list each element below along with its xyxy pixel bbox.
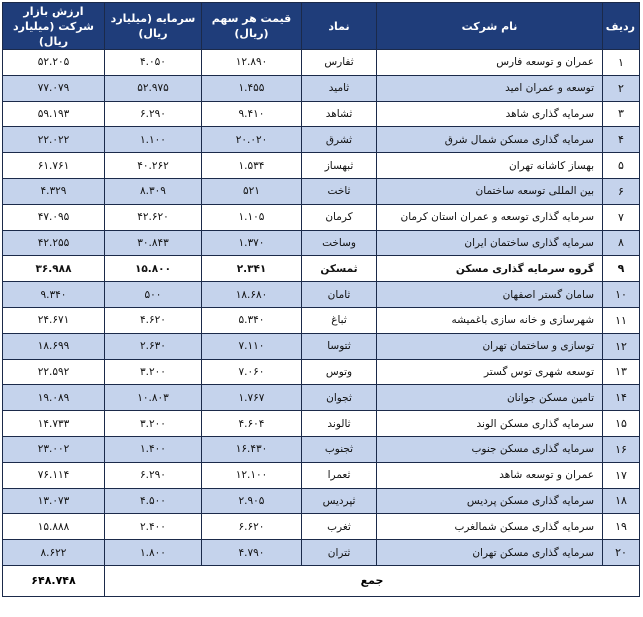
symbol-cell: ثتوسا — [302, 333, 377, 359]
market-value-cell: ۴.۳۲۹ — [3, 178, 105, 204]
header-row-number: ردیف — [603, 3, 640, 50]
row-number-cell: ۱۰ — [603, 282, 640, 308]
row-number-cell: ۵ — [603, 153, 640, 179]
total-market-value: ۶۴۸.۷۴۸ — [3, 565, 105, 596]
company-name-cell: توسازی و ساختمان تهران — [377, 333, 603, 359]
header-capital: سرمایه (میلیارد ریال) — [105, 3, 202, 50]
symbol-cell: ثشاهد — [302, 101, 377, 127]
company-name-cell: شهرسازی و خانه سازی باغمیشه — [377, 307, 603, 333]
market-value-cell: ۱۹.۰۸۹ — [3, 385, 105, 411]
share-price-cell: ۲.۳۴۱ — [202, 256, 302, 282]
share-price-cell: ۱.۷۶۷ — [202, 385, 302, 411]
symbol-cell: ثجوان — [302, 385, 377, 411]
company-name-cell: عمران و توسعه فارس — [377, 50, 603, 76]
company-name-cell: تامین مسکن جوانان — [377, 385, 603, 411]
share-price-cell: ۶.۶۲۰ — [202, 514, 302, 540]
row-number-cell: ۲ — [603, 75, 640, 101]
table-row — [3, 75, 640, 101]
share-price-cell: ۱۶.۴۳۰ — [202, 436, 302, 462]
share-price-cell: ۴.۷۹۰ — [202, 540, 302, 566]
market-value-cell: ۴۷.۰۹۵ — [3, 204, 105, 230]
symbol-cell: ثبهساز — [302, 153, 377, 179]
share-price-cell: ۱.۴۵۵ — [202, 75, 302, 101]
total-label: جمع — [105, 565, 640, 596]
capital-cell: ۱.۸۰۰ — [105, 540, 202, 566]
row-number-cell: ۴ — [603, 127, 640, 153]
market-value-cell: ۱۵.۸۸۸ — [3, 514, 105, 540]
capital-cell: ۳۰.۸۴۳ — [105, 230, 202, 256]
header-company-name: نام شرکت — [377, 3, 603, 50]
share-price-cell: ۱۸.۶۸۰ — [202, 282, 302, 308]
table-row — [3, 385, 640, 411]
table-row — [3, 514, 640, 540]
capital-cell: ۱۵.۸۰۰ — [105, 256, 202, 282]
row-number-cell: ۱۳ — [603, 359, 640, 385]
table-row — [3, 333, 640, 359]
capital-cell: ۶.۲۹۰ — [105, 101, 202, 127]
company-name-cell: سرمایه گذاری مسکن الوند — [377, 411, 603, 437]
capital-cell: ۶.۲۹۰ — [105, 462, 202, 488]
symbol-cell: ثعمرا — [302, 462, 377, 488]
share-price-cell: ۴.۶۰۴ — [202, 411, 302, 437]
capital-cell: ۴۰.۲۶۲ — [105, 153, 202, 179]
capital-cell: ۲.۴۰۰ — [105, 514, 202, 540]
symbol-cell: وتوس — [302, 359, 377, 385]
market-value-cell: ۵۹.۱۹۳ — [3, 101, 105, 127]
symbol-cell: کرمان — [302, 204, 377, 230]
header-row — [3, 3, 640, 50]
capital-cell: ۱.۴۰۰ — [105, 436, 202, 462]
share-price-cell: ۷.۰۶۰ — [202, 359, 302, 385]
capital-cell: ۸.۳۰۹ — [105, 178, 202, 204]
capital-cell: ۱.۱۰۰ — [105, 127, 202, 153]
company-name-cell: عمران و توسعه شاهد — [377, 462, 603, 488]
market-value-cell: ۴۲.۲۵۵ — [3, 230, 105, 256]
table-row — [3, 540, 640, 566]
row-number-cell: ۱۸ — [603, 488, 640, 514]
market-value-cell: ۲۲.۵۹۲ — [3, 359, 105, 385]
row-number-cell: ۱۹ — [603, 514, 640, 540]
share-price-cell: ۷.۱۱۰ — [202, 333, 302, 359]
row-number-cell: ۲۰ — [603, 540, 640, 566]
table-row — [3, 230, 640, 256]
company-name-cell: بین المللی توسعه ساختمان — [377, 178, 603, 204]
share-price-cell: ۱۲.۱۰۰ — [202, 462, 302, 488]
row-number-cell: ۱۷ — [603, 462, 640, 488]
row-number-cell: ۷ — [603, 204, 640, 230]
share-price-cell: ۹.۴۱۰ — [202, 101, 302, 127]
header-symbol: نماد — [302, 3, 377, 50]
company-name-cell: سرمایه گذاری مسکن جنوب — [377, 436, 603, 462]
table-row — [3, 127, 640, 153]
table-row — [3, 436, 640, 462]
table-row — [3, 307, 640, 333]
market-value-cell: ۷۷.۰۷۹ — [3, 75, 105, 101]
symbol-cell: ثجنوب — [302, 436, 377, 462]
share-price-cell: ۲.۹۰۵ — [202, 488, 302, 514]
market-value-cell: ۸.۶۲۲ — [3, 540, 105, 566]
share-price-cell: ۵.۳۴۰ — [202, 307, 302, 333]
table-row — [3, 204, 640, 230]
share-price-cell: ۱.۵۳۴ — [202, 153, 302, 179]
symbol-cell: ثمسکن — [302, 256, 377, 282]
capital-cell: ۳.۲۰۰ — [105, 411, 202, 437]
companies-table — [2, 2, 640, 597]
row-number-cell: ۸ — [603, 230, 640, 256]
company-name-cell: سرمایه گذاری مسکن شمالغرب — [377, 514, 603, 540]
row-number-cell: ۱۱ — [603, 307, 640, 333]
company-name-cell: سرمایه گذاری مسکن پردیس — [377, 488, 603, 514]
market-value-cell: ۱۴.۷۳۳ — [3, 411, 105, 437]
share-price-cell: ۵۲۱ — [202, 178, 302, 204]
row-number-cell: ۶ — [603, 178, 640, 204]
symbol-cell: ثپردیس — [302, 488, 377, 514]
symbol-cell: ثامید — [302, 75, 377, 101]
capital-cell: ۱۰.۸۰۳ — [105, 385, 202, 411]
company-name-cell: سرمایه گذاری ساختمان ایران — [377, 230, 603, 256]
company-name-cell: سامان گستر اصفهان — [377, 282, 603, 308]
company-name-cell: سرمایه گذاری شاهد — [377, 101, 603, 127]
symbol-cell: ثاخت — [302, 178, 377, 204]
share-price-cell: ۱۲.۸۹۰ — [202, 50, 302, 76]
market-value-cell: ۱۸.۶۹۹ — [3, 333, 105, 359]
company-name-cell: گروه سرمایه گذاری مسکن — [377, 256, 603, 282]
row-number-cell: ۱۴ — [603, 385, 640, 411]
table-row — [3, 359, 640, 385]
symbol-cell: ثشرق — [302, 127, 377, 153]
row-number-cell: ۱۶ — [603, 436, 640, 462]
table-row — [3, 256, 640, 282]
header-share-price: قیمت هر سهم (ریال) — [202, 3, 302, 50]
symbol-cell: ثفارس — [302, 50, 377, 76]
market-value-cell: ۳۶.۹۸۸ — [3, 256, 105, 282]
company-name-cell: توسعه شهری توس گستر — [377, 359, 603, 385]
capital-cell: ۵۰۰ — [105, 282, 202, 308]
capital-cell: ۴۲.۶۲۰ — [105, 204, 202, 230]
capital-cell: ۴.۰۵۰ — [105, 50, 202, 76]
symbol-cell: وساخت — [302, 230, 377, 256]
table-row — [3, 282, 640, 308]
row-number-cell: ۱۵ — [603, 411, 640, 437]
header-market-value: ارزش بازار شرکت (میلیارد ریال) — [3, 3, 105, 50]
table-row — [3, 50, 640, 76]
market-value-cell: ۲۲.۰۲۲ — [3, 127, 105, 153]
capital-cell: ۵۲.۹۷۵ — [105, 75, 202, 101]
table-row — [3, 153, 640, 179]
table-row — [3, 178, 640, 204]
capital-cell: ۳.۲۰۰ — [105, 359, 202, 385]
market-value-cell: ۶۱.۷۶۱ — [3, 153, 105, 179]
symbol-cell: ثالوند — [302, 411, 377, 437]
company-name-cell: سرمایه گذاری مسکن شمال شرق — [377, 127, 603, 153]
market-value-cell: ۹.۳۴۰ — [3, 282, 105, 308]
table-row — [3, 411, 640, 437]
total-row — [3, 565, 640, 596]
market-value-cell: ۵۲.۲۰۵ — [3, 50, 105, 76]
company-name-cell: سرمایه گذاری توسعه و عمران استان کرمان — [377, 204, 603, 230]
table-body — [3, 50, 640, 566]
capital-cell: ۴.۶۲۰ — [105, 307, 202, 333]
symbol-cell: ثتران — [302, 540, 377, 566]
market-value-cell: ۲۳.۰۰۲ — [3, 436, 105, 462]
row-number-cell: ۹ — [603, 256, 640, 282]
share-price-cell: ۱.۱۰۵ — [202, 204, 302, 230]
capital-cell: ۲.۶۳۰ — [105, 333, 202, 359]
market-value-cell: ۷۶.۱۱۴ — [3, 462, 105, 488]
table-row — [3, 101, 640, 127]
table-row — [3, 488, 640, 514]
company-name-cell: سرمایه گذاری مسکن تهران — [377, 540, 603, 566]
company-name-cell: توسعه و عمران امید — [377, 75, 603, 101]
table-row — [3, 462, 640, 488]
symbol-cell: ثغرب — [302, 514, 377, 540]
share-price-cell: ۲۰.۰۲۰ — [202, 127, 302, 153]
row-number-cell: ۳ — [603, 101, 640, 127]
market-value-cell: ۲۴.۶۷۱ — [3, 307, 105, 333]
share-price-cell: ۱.۳۷۰ — [202, 230, 302, 256]
row-number-cell: ۱۲ — [603, 333, 640, 359]
capital-cell: ۴.۵۰۰ — [105, 488, 202, 514]
row-number-cell: ۱ — [603, 50, 640, 76]
symbol-cell: ثامان — [302, 282, 377, 308]
company-name-cell: بهساز کاشانه تهران — [377, 153, 603, 179]
symbol-cell: ثباغ — [302, 307, 377, 333]
market-value-cell: ۱۳.۰۷۳ — [3, 488, 105, 514]
